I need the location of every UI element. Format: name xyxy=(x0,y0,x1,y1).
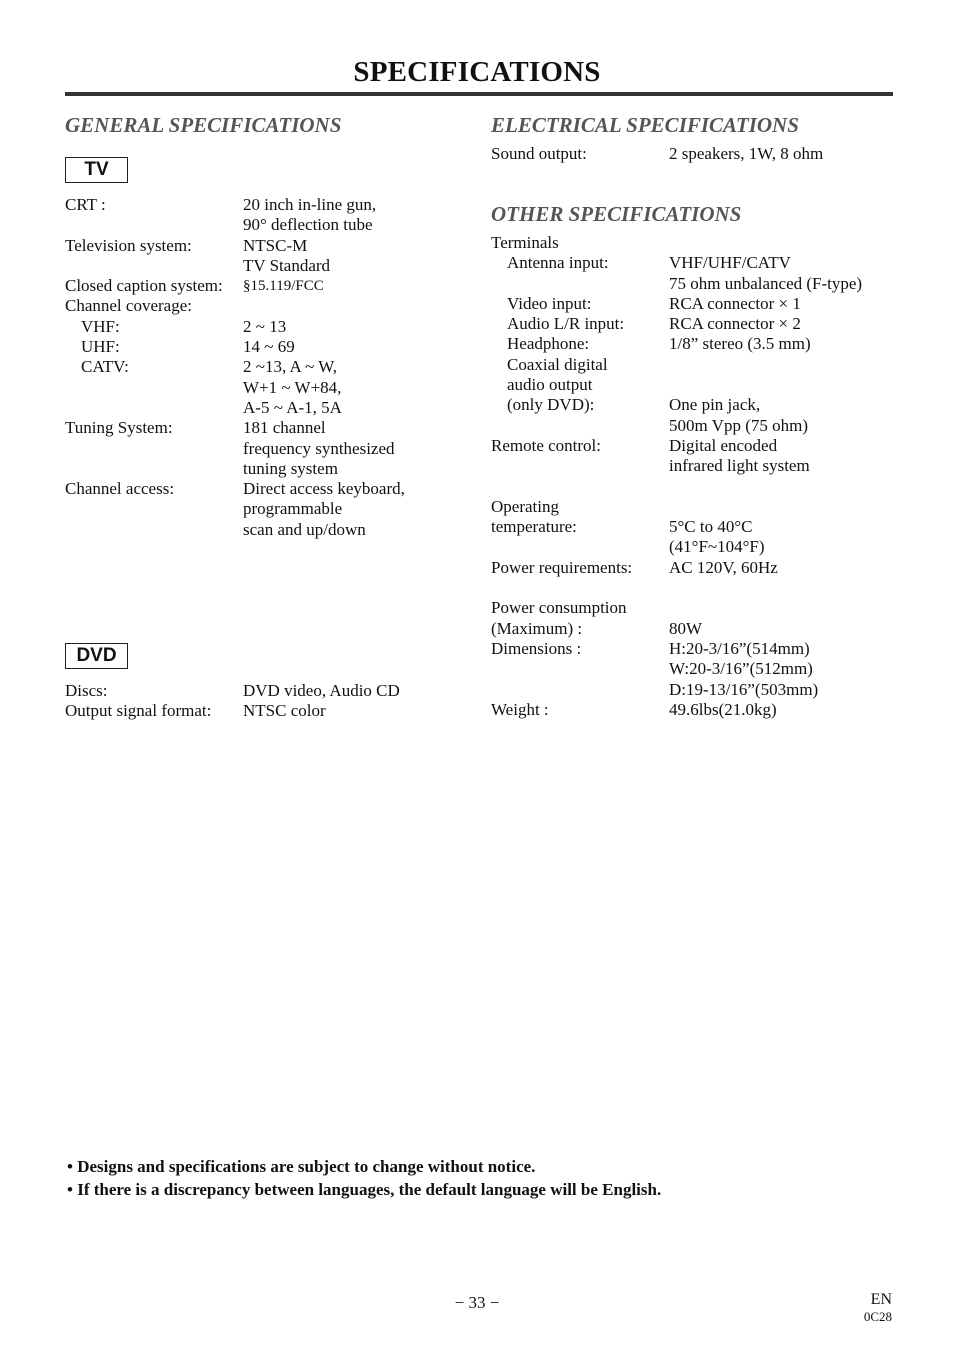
notes xyxy=(67,1155,661,1201)
spec-value: D:19-13/16”(503mm) xyxy=(669,679,819,699)
spec-row xyxy=(65,418,405,438)
spec-label xyxy=(65,520,243,540)
page-number: − 33 − xyxy=(454,1293,500,1312)
spec-label: Closed caption system: xyxy=(65,276,223,296)
spec-label xyxy=(491,456,669,476)
spec-value: NTSC-M xyxy=(243,235,308,255)
spec-value: tuning system xyxy=(243,458,338,478)
spec-row xyxy=(65,479,405,499)
spec-value: 181 channel xyxy=(243,418,326,438)
tv-badge: TV xyxy=(65,157,128,183)
spec-value: (41°F~104°F) xyxy=(669,537,765,557)
spec-label xyxy=(65,256,243,276)
spec-label xyxy=(65,459,243,479)
spec-row xyxy=(65,236,405,256)
spec-value: frequency synthesized xyxy=(243,438,395,458)
spec-row xyxy=(491,355,862,375)
spec-row xyxy=(491,274,862,294)
spec-row xyxy=(65,195,405,215)
spec-label: Terminals xyxy=(491,233,559,252)
general-specifications-heading: GENERAL SPECIFICATIONS xyxy=(65,113,342,137)
spec-label: (Maximum) : xyxy=(491,618,583,638)
spec-row xyxy=(491,639,862,659)
spec-row xyxy=(65,439,405,459)
spec-row xyxy=(65,459,405,479)
spec-row xyxy=(65,337,405,357)
spec-label: Sound output: xyxy=(491,144,587,163)
spec-label: VHF: xyxy=(81,316,120,336)
spec-label: Operating xyxy=(491,496,559,516)
spec-label xyxy=(491,578,669,598)
spec-value: AC 120V, 60Hz xyxy=(669,557,778,577)
spec-value: 500m Vpp (75 ohm) xyxy=(669,415,808,435)
spec-value: Direct access keyboard, xyxy=(243,479,405,499)
note-item: • Designs and specifications are subject to change without notice. xyxy=(67,1157,536,1176)
spec-value: 1/8” stereo (3.5 mm) xyxy=(669,334,811,354)
spec-label xyxy=(491,537,669,557)
spec-value: Digital encoded xyxy=(669,435,778,455)
document-code: 0C28 xyxy=(863,1309,892,1324)
spec-row xyxy=(491,659,862,679)
spec-row xyxy=(491,497,862,517)
spec-value: 90° deflection tube xyxy=(243,215,373,235)
spec-value: 2 ~ 13 xyxy=(243,316,287,336)
spec-value: scan and up/down xyxy=(243,519,366,539)
spec-row xyxy=(491,578,862,598)
language-label: EN xyxy=(870,1291,892,1308)
spec-label: Channel coverage: xyxy=(65,296,192,316)
spec-row xyxy=(65,296,405,316)
spec-row xyxy=(491,294,862,314)
spec-label: temperature: xyxy=(491,517,577,537)
spec-value: 75 ohm unbalanced (F-type) xyxy=(669,273,863,293)
spec-value: §15.119/FCC xyxy=(243,278,324,295)
spec-row xyxy=(491,700,862,720)
spec-row xyxy=(65,701,400,721)
spec-label xyxy=(65,499,243,519)
spec-row xyxy=(65,215,405,235)
spec-value: NTSC color xyxy=(243,701,326,721)
spec-row xyxy=(65,317,405,337)
spec-value: W:20-3/16”(512mm) xyxy=(669,659,813,679)
note-item: • If there is a discrepancy between languages, the default language will be English. xyxy=(67,1180,662,1199)
spec-row xyxy=(491,314,862,334)
spec-row xyxy=(65,378,405,398)
spec-label: CRT : xyxy=(65,195,106,214)
other-specifications-heading: OTHER SPECIFICATIONS xyxy=(491,202,742,226)
spec-value: H:20-3/16”(514mm) xyxy=(669,638,810,658)
spec-label: Weight : xyxy=(491,699,549,719)
language-code xyxy=(864,1291,892,1325)
spec-value: 14 ~ 69 xyxy=(243,337,295,357)
spec-value: 5°C to 40°C xyxy=(669,517,753,537)
other-spec-table xyxy=(491,233,862,720)
spec-label: Tuning System: xyxy=(65,418,173,438)
spec-row xyxy=(491,456,862,476)
spec-value: RCA connector × 2 xyxy=(669,314,801,334)
spec-label: (only DVD): xyxy=(507,395,595,415)
spec-value: 80W xyxy=(669,618,703,638)
spec-value: VHF/UHF/CATV xyxy=(669,253,791,273)
spec-label: Output signal format: xyxy=(65,701,212,721)
spec-value: W+1 ~ W+84, xyxy=(243,377,342,397)
spec-row xyxy=(491,537,862,557)
spec-row xyxy=(491,253,862,273)
spec-row xyxy=(65,398,405,418)
spec-label: Headphone: xyxy=(507,334,590,354)
spec-label: Video input: xyxy=(507,293,592,313)
spec-label xyxy=(491,659,669,679)
spec-value: programmable xyxy=(243,499,343,519)
spec-label: audio output xyxy=(507,375,593,395)
spec-row xyxy=(65,520,405,540)
dvd-badge: DVD xyxy=(65,643,128,669)
spec-row xyxy=(491,680,862,700)
spec-row xyxy=(491,517,862,537)
spec-label xyxy=(491,416,669,436)
spec-label xyxy=(65,378,243,398)
spec-label xyxy=(491,477,669,497)
spec-row xyxy=(491,416,862,436)
spec-label: Dimensions : xyxy=(491,638,582,658)
spec-value: RCA connector × 1 xyxy=(669,293,801,313)
spec-row xyxy=(491,619,862,639)
spec-label xyxy=(65,439,243,459)
spec-label: CATV: xyxy=(81,357,129,377)
spec-label: Discs: xyxy=(65,681,108,700)
spec-value: A-5 ~ A-1, 5A xyxy=(243,397,342,417)
electrical-spec-table xyxy=(491,144,823,164)
spec-label: Audio L/R input: xyxy=(507,314,625,334)
spec-label: Coaxial digital xyxy=(507,354,608,374)
spec-label xyxy=(491,680,669,700)
spec-label xyxy=(65,215,243,235)
spec-value: DVD video, Audio CD xyxy=(243,681,400,700)
spec-value: 2 speakers, 1W, 8 ohm xyxy=(669,144,824,163)
spec-row xyxy=(491,233,862,253)
spec-value: 49.6lbs(21.0kg) xyxy=(669,699,777,719)
spec-label: Power requirements: xyxy=(491,557,633,577)
spec-row xyxy=(491,144,823,164)
spec-row xyxy=(65,276,405,296)
spec-value: infrared light system xyxy=(669,456,810,476)
page-title: SPECIFICATIONS xyxy=(353,56,601,88)
title-underline xyxy=(65,92,893,96)
spec-row xyxy=(491,598,862,618)
spec-label: Power consumption xyxy=(491,598,627,618)
spec-label: Remote control: xyxy=(491,435,602,455)
spec-value: One pin jack, xyxy=(669,395,761,415)
spec-label: Television system: xyxy=(65,235,192,255)
spec-row xyxy=(491,395,862,415)
spec-row xyxy=(65,499,405,519)
spec-label xyxy=(65,398,243,418)
spec-row xyxy=(65,256,405,276)
spec-row xyxy=(65,681,400,701)
electrical-specifications-heading: ELECTRICAL SPECIFICATIONS xyxy=(491,113,799,137)
dvd-spec-table xyxy=(65,681,400,722)
spec-row xyxy=(65,357,405,377)
spec-label: Antenna input: xyxy=(507,253,609,273)
spec-label xyxy=(491,274,669,294)
spec-value: 2 ~13, A ~ W, xyxy=(243,357,337,377)
tv-spec-table xyxy=(65,195,405,540)
spec-value: TV Standard xyxy=(243,255,331,275)
spec-row xyxy=(491,436,862,456)
spec-row xyxy=(491,375,862,395)
spec-label: Channel access: xyxy=(65,479,175,499)
spec-label: UHF: xyxy=(81,337,120,357)
spec-row xyxy=(491,558,862,578)
spec-row xyxy=(491,477,862,497)
spec-value: 20 inch in-line gun, xyxy=(243,195,377,214)
spec-row xyxy=(491,334,862,354)
